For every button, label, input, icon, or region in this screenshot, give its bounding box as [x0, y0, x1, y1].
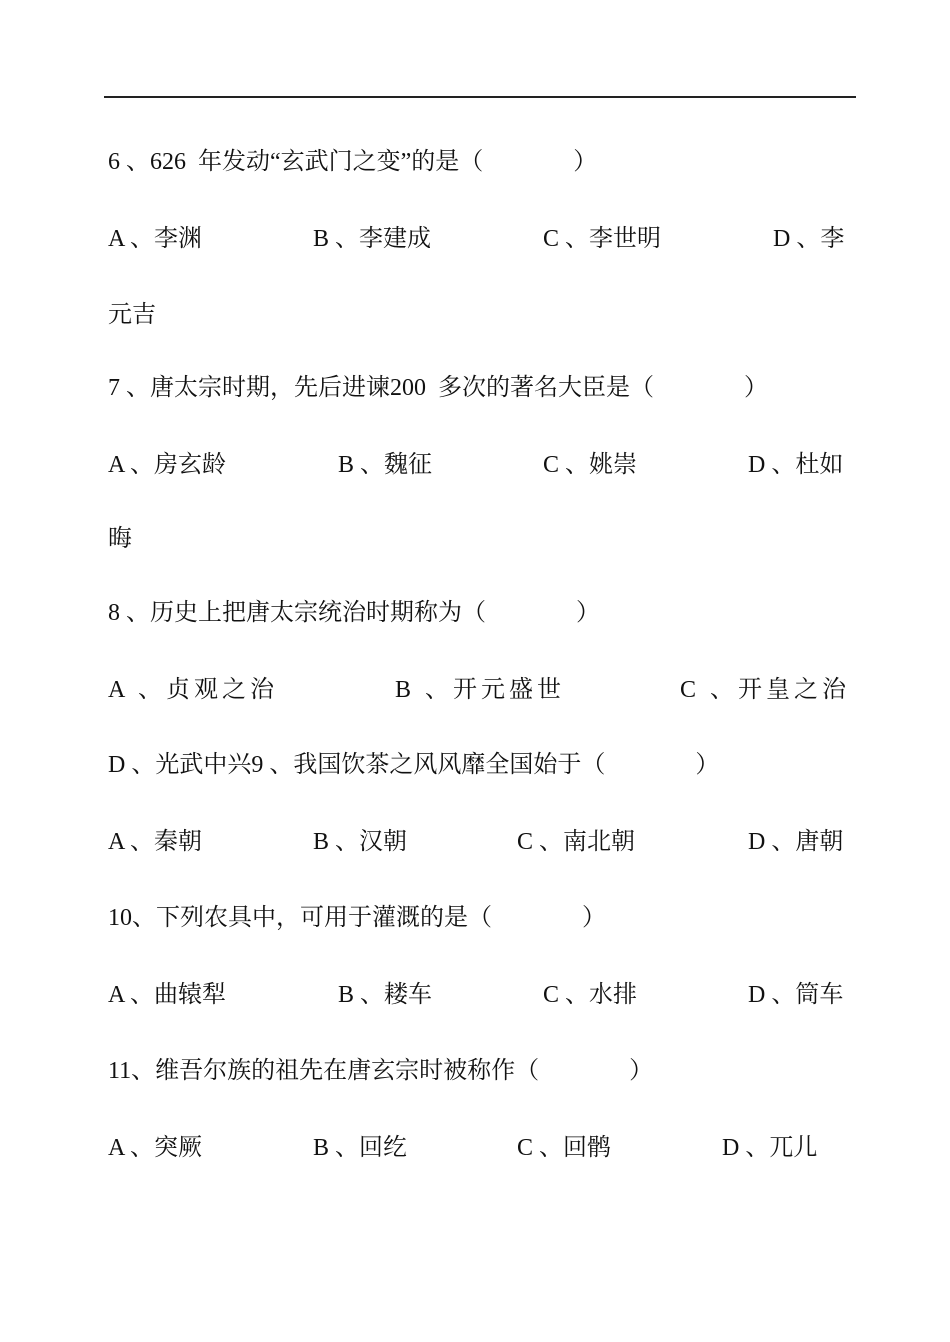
question-8-option-a: A 、贞观之治: [108, 677, 279, 703]
question-6-option-a: A 、李渊: [108, 226, 203, 252]
question-11-option-d: D 、兀儿: [722, 1135, 818, 1161]
question-7-option-d-wrap: 晦: [108, 526, 132, 552]
question-9-option-c: C 、南北朝: [517, 829, 636, 855]
question-10-option-a: A 、曲辕犁: [108, 982, 227, 1008]
question-11-option-b: B 、回纥: [313, 1135, 408, 1161]
question-7-stem: 7 、唐太宗时期，先后进谏200 多次的著名大臣是（ ）: [108, 375, 768, 401]
question-11-option-c: C 、回鹘: [517, 1135, 612, 1161]
question-11-stem: 11、维吾尔族的祖先在唐玄宗时被称作（ ）: [108, 1058, 654, 1084]
question-6-option-d-wrap: 元吉: [108, 302, 156, 328]
question-10-option-c: C 、水排: [543, 982, 638, 1008]
question-6-option-b: B 、李建成: [313, 226, 432, 252]
question-11-option-a: A 、突厥: [108, 1135, 203, 1161]
question-10-option-d: D 、筒车: [748, 982, 844, 1008]
question-8-option-b: B 、开元盛世: [395, 677, 566, 703]
header-rule: [104, 96, 856, 98]
question-7-option-b: B 、魏征: [338, 452, 433, 478]
question-8-option-c: C 、开皇之治: [680, 677, 851, 703]
question-9-option-d: D 、唐朝: [748, 829, 844, 855]
question-8-option-d-and-question-9-stem: D 、光武中兴9 、我国饮茶之风风靡全国始于（ ）: [108, 752, 720, 778]
question-6-option-d: D 、李: [773, 226, 845, 252]
question-8-stem: 8 、历史上把唐太宗统治时期称为（ ）: [108, 600, 600, 626]
question-10-stem: 10、下列农具中，可用于灌溉的是（ ）: [108, 905, 606, 931]
question-6-option-c: C 、李世明: [543, 226, 662, 252]
question-6-stem: 6 、626 年发动“玄武门之变”的是（ ）: [108, 149, 598, 175]
question-10-option-b: B 、耧车: [338, 982, 433, 1008]
question-7-option-a: A 、房玄龄: [108, 452, 227, 478]
question-7-option-c: C 、姚崇: [543, 452, 638, 478]
question-7-option-d: D 、杜如: [748, 452, 844, 478]
question-9-option-b: B 、汉朝: [313, 829, 408, 855]
question-9-option-a: A 、秦朝: [108, 829, 203, 855]
